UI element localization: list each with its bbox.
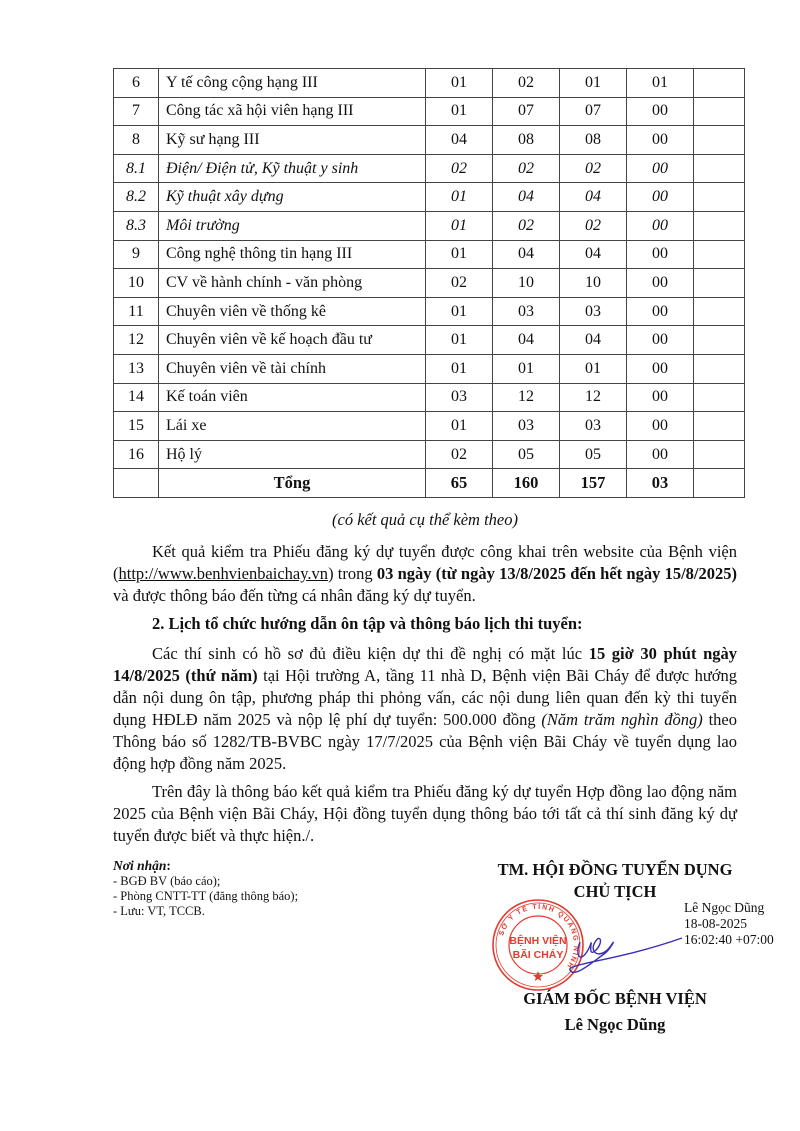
row-note (694, 412, 745, 441)
row-stt: 8.2 (114, 183, 159, 212)
table-caption: (có kết quả cụ thể kèm theo) (332, 510, 518, 529)
row-note (694, 354, 745, 383)
row-c4: 00 (627, 183, 694, 212)
row-c1: 04 (426, 126, 493, 155)
paragraph-closing (113, 781, 737, 847)
signature-role: CHỦ TỊCH (573, 882, 657, 901)
row-note (694, 126, 745, 155)
row-stt: 14 (114, 383, 159, 412)
row-stt: 8.3 (114, 211, 159, 240)
row-c3: 01 (560, 354, 627, 383)
recipients-colon: : (166, 858, 171, 873)
row-name: Hộ lý (159, 440, 426, 469)
row-note (694, 211, 745, 240)
row-name: Kỹ sư hạng III (159, 126, 426, 155)
row-c1: 02 (426, 269, 493, 298)
row-c3: 05 (560, 440, 627, 469)
row-c1: 01 (426, 97, 493, 126)
row-c1: 01 (426, 211, 493, 240)
para2-italic: (Năm trăm nghìn đồng) (541, 710, 703, 729)
stamp-star-icon (533, 971, 543, 981)
para2-bold: 15 giờ 30 phút ngày 14/8/2025 (thứ năm) (113, 644, 738, 685)
recipients-title: Nơi nhận (113, 858, 167, 873)
row-c1: 02 (426, 440, 493, 469)
row-stt: 8 (114, 126, 159, 155)
row-c3: 12 (560, 383, 627, 412)
row-c1: 01 (426, 69, 493, 98)
table-row (114, 383, 745, 412)
table-row (114, 69, 745, 98)
row-stt: 6 (114, 69, 159, 98)
table-row (114, 97, 745, 126)
table-row (114, 154, 745, 183)
table-row (114, 297, 745, 326)
row-stt: 13 (114, 354, 159, 383)
row-c1: 03 (426, 383, 493, 412)
row-stt: 9 (114, 240, 159, 269)
row-c1: 01 (426, 354, 493, 383)
row-name: Môi trường (159, 211, 426, 240)
total-c1: 65 (426, 469, 493, 498)
row-stt: 10 (114, 269, 159, 298)
recipient-item: - BGĐ BV (báo cáo); (113, 874, 221, 888)
row-name: Công nghệ thông tin hạng III (159, 240, 426, 269)
row-stt: 12 (114, 326, 159, 355)
row-name: Điện/ Điện tử, Kỹ thuật y sinh (159, 154, 426, 183)
row-c2: 05 (493, 440, 560, 469)
para1-text-3: và được thông báo đến từng cá nhân đăng ký dự tuyển. (113, 586, 476, 605)
stamp-ring-text: SỞ Y TẾ TỈNH QUẢNG NINH (498, 903, 580, 971)
row-c3: 02 (560, 211, 627, 240)
recruitment-table (113, 68, 745, 498)
row-c4: 00 (627, 297, 694, 326)
row-c4: 00 (627, 269, 694, 298)
para1-text-1: Kết quả kiểm tra Phiếu đăng ký dự tuyển được công khai trên website của Bệnh viện ( (113, 542, 737, 583)
row-c3: 02 (560, 154, 627, 183)
row-c1: 01 (426, 326, 493, 355)
row-note (694, 183, 745, 212)
signer-name: Lê Ngọc Dũng (564, 1015, 666, 1034)
row-c2: 12 (493, 383, 560, 412)
row-c3: 01 (560, 69, 627, 98)
row-name: Lái xe (159, 412, 426, 441)
para2-text-3: theo Thông báo số 1282/TB-BVBC ngày 17/7/2025 của Bệnh viện Bãi Cháy về tuyển dụng lao động hợp đồng năm 2025. (113, 710, 738, 773)
row-c1: 01 (426, 412, 493, 441)
row-name: Y tế công cộng hạng III (159, 69, 426, 98)
website-link[interactable]: http://www.benhvienbaichay.vn (118, 564, 329, 583)
row-c4: 00 (627, 240, 694, 269)
row-c2: 04 (493, 183, 560, 212)
row-c3: 04 (560, 240, 627, 269)
para1-text-2: ) trong (328, 564, 377, 583)
row-note (694, 269, 745, 298)
table-row (114, 440, 745, 469)
row-c2: 08 (493, 126, 560, 155)
stamp-line-1: BỆNH VIỆN (509, 935, 567, 947)
row-c2: 02 (493, 69, 560, 98)
row-note (694, 440, 745, 469)
row-note (694, 383, 745, 412)
row-name: Chuyên viên về kế hoạch đầu tư (159, 326, 426, 355)
row-c3: 10 (560, 269, 627, 298)
digital-signer-name: Lê Ngọc Dũng (684, 900, 765, 915)
row-stt: 15 (114, 412, 159, 441)
row-note (694, 240, 745, 269)
table-row (114, 211, 745, 240)
table-row (114, 354, 745, 383)
digital-signature-info (684, 900, 774, 948)
row-name: Kế toán viên (159, 383, 426, 412)
table-row (114, 126, 745, 155)
row-c4: 01 (627, 69, 694, 98)
row-c1: 01 (426, 183, 493, 212)
row-stt: 7 (114, 97, 159, 126)
row-stt: 11 (114, 297, 159, 326)
handwritten-signature (560, 920, 690, 980)
table-row (114, 412, 745, 441)
row-c2: 03 (493, 297, 560, 326)
digital-sign-time: 16:02:40 +07:00 (684, 932, 774, 947)
row-c1: 01 (426, 297, 493, 326)
table-row (114, 269, 745, 298)
row-c1: 02 (426, 154, 493, 183)
para1-bold: 03 ngày (từ ngày 13/8/2025 đến hết ngày 15/8/2025) (376, 564, 737, 583)
table-total-row (114, 469, 745, 498)
para2-text-2: tại Hội trường A, tầng 11 nhà D, Bệnh viện Bãi Cháy để được hướng dẫn nội dung ôn tập, phương pháp thi phỏng vấn, các nội dung liên quan đến kỳ thi tuyển dụng HĐLĐ năm 2025 và nộp lệ phí dự tuyển: 500.000 đồng (113, 666, 737, 729)
row-c4: 00 (627, 354, 694, 383)
row-note (694, 154, 745, 183)
row-c2: 04 (493, 326, 560, 355)
row-c4: 00 (627, 211, 694, 240)
signature-org: TM. HỘI ĐỒNG TUYỂN DỤNG (497, 860, 733, 879)
row-stt: 8.1 (114, 154, 159, 183)
signer-position: GIÁM ĐỐC BỆNH VIỆN (523, 989, 707, 1008)
row-c4: 00 (627, 440, 694, 469)
row-note (694, 69, 745, 98)
row-stt: 16 (114, 440, 159, 469)
stamp-line-2: BÃI CHÁY (512, 949, 564, 961)
row-c1: 01 (426, 240, 493, 269)
row-name: Kỹ thuật xây dựng (159, 183, 426, 212)
row-c4: 00 (627, 412, 694, 441)
table-row (114, 183, 745, 212)
section-heading-2: 2. Lịch tổ chức hướng dẫn ôn tập và thông báo lịch thi tuyển: (152, 614, 583, 633)
row-c2: 03 (493, 412, 560, 441)
row-c2: 07 (493, 97, 560, 126)
row-c3: 04 (560, 326, 627, 355)
total-label: Tổng (159, 469, 426, 498)
total-c2: 160 (493, 469, 560, 498)
table-row (114, 240, 745, 269)
row-c3: 04 (560, 183, 627, 212)
total-c4: 03 (627, 469, 694, 498)
total-stt-cell (114, 469, 159, 498)
row-name: Chuyên viên về thống kê (159, 297, 426, 326)
table-row (114, 326, 745, 355)
para2-text-1: Các thí sinh có hồ sơ đủ điều kiện dự thi đề nghị có mặt lúc (152, 644, 589, 663)
row-c2: 01 (493, 354, 560, 383)
row-c2: 10 (493, 269, 560, 298)
paragraph-schedule (113, 643, 737, 775)
row-c2: 04 (493, 240, 560, 269)
recipient-item: - Phòng CNTT-TT (đăng thông báo); (113, 889, 299, 903)
row-c4: 00 (627, 383, 694, 412)
row-name: Chuyên viên về tài chính (159, 354, 426, 383)
row-c4: 00 (627, 126, 694, 155)
total-note (694, 469, 745, 498)
row-c3: 03 (560, 412, 627, 441)
row-c4: 00 (627, 326, 694, 355)
row-c3: 08 (560, 126, 627, 155)
row-name: CV về hành chính - văn phòng (159, 269, 426, 298)
digital-sign-date: 18-08-2025 (684, 916, 747, 931)
para3-text: Trên đây là thông báo kết quả kiểm tra Phiếu đăng ký dự tuyển Hợp đồng lao động năm 2025 của Bệnh viện Bãi Cháy, Hội đồng tuyển dụng thông báo tới tất cả thí sinh đăng ký dự tuyển được biết và thực hiện./. (113, 782, 737, 845)
row-c4: 00 (627, 97, 694, 126)
row-note (694, 326, 745, 355)
row-c2: 02 (493, 211, 560, 240)
paragraph-publication (113, 541, 737, 607)
row-c3: 07 (560, 97, 627, 126)
recipient-item: - Lưu: VT, TCCB. (113, 904, 205, 918)
row-name: Công tác xã hội viên hạng III (159, 97, 426, 126)
row-note (694, 297, 745, 326)
row-c2: 02 (493, 154, 560, 183)
recipients-block (113, 858, 298, 919)
row-c3: 03 (560, 297, 627, 326)
row-note (694, 97, 745, 126)
total-c3: 157 (560, 469, 627, 498)
row-c4: 00 (627, 154, 694, 183)
